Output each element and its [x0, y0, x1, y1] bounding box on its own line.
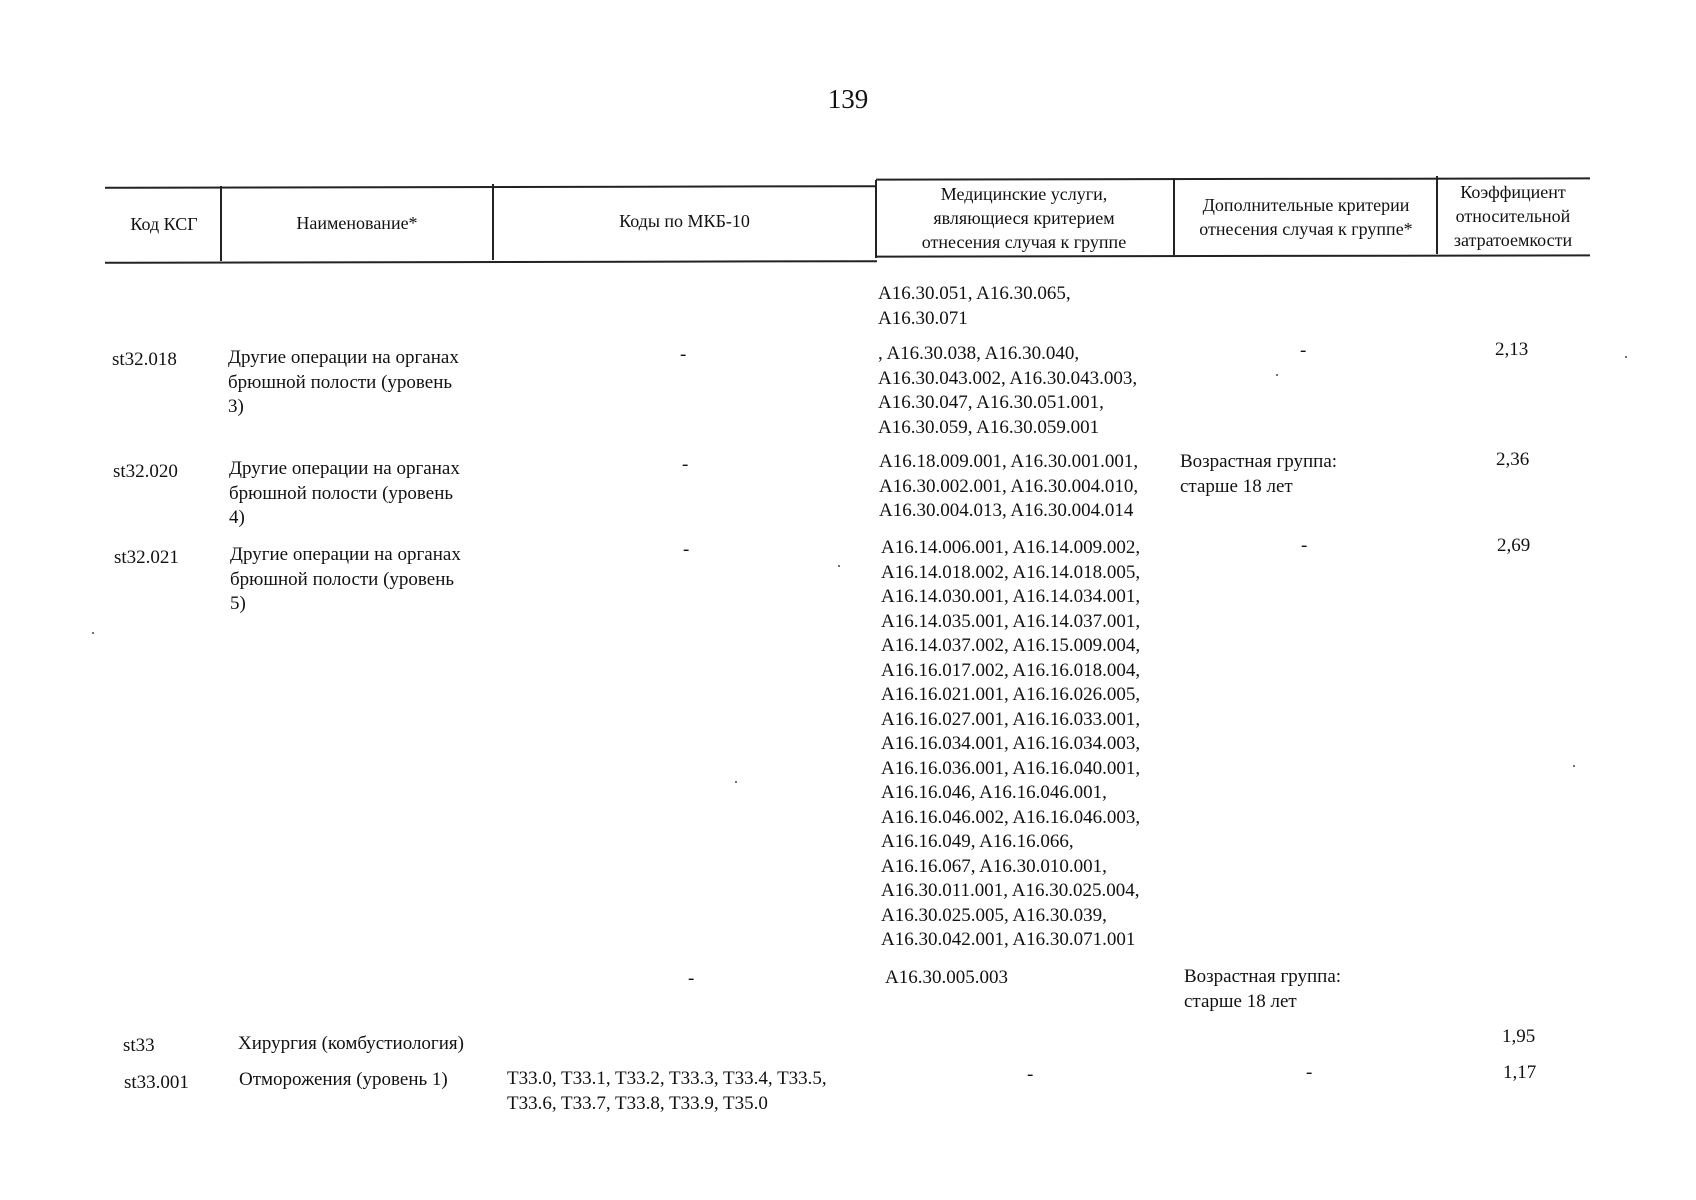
row-st32-018-coef: 2,13 — [1495, 339, 1529, 360]
row-st32-018-code: st32.018 — [112, 349, 177, 370]
row-st32-020-icd: - — [682, 454, 689, 475]
row-st32-020-services: A16.18.009.001, A16.30.001.001, A16.30.002.001, A16.30.004.010, A16.30.004.013, A16.30.004.014 — [879, 451, 1139, 521]
header-coef: Коэффициент относительной затратоемкости — [1453, 182, 1573, 250]
scan-speck — [1625, 356, 1627, 358]
row-st32-021-icd: - — [683, 539, 690, 560]
row-sub-extra: Возрастная группа: старше 18 лет — [1184, 966, 1342, 1012]
row-st32-018-services: , A16.30.038, A16.30.040, A16.30.043.002, A16.30.043.003, A16.30.047, A16.30.051.001, A16.30.059, A16.30.059.001 — [878, 343, 1138, 438]
row-st32-020-name: Другие операции на органах брюшной полости (уровень 4) — [229, 458, 460, 528]
page-number: 139 — [827, 84, 869, 114]
row-st33-001-code: st33.001 — [124, 1072, 189, 1093]
scan-speck — [838, 565, 840, 567]
scan-speck — [1276, 374, 1278, 376]
scan-speck — [735, 781, 737, 783]
row-sub-services: A16.30.005.003 — [885, 967, 1008, 988]
row-st33-name: Хирургия (комбустиология) — [238, 1033, 464, 1054]
row-st32-020-extra: Возрастная группа: старше 18 лет — [1180, 451, 1338, 497]
row-st32-021-services: A16.14.006.001, A16.14.009.002, A16.14.018.002, A16.14.018.005, A16.14.030.001, A16.14.034.001, A16.14.035.001, A16.14.037.001, A16.14.037.002, A16.15.009.004, A16.16.017.002, A16.16.018.004, A16.16.021.001, A16.16.026.005, A16.16.027.001, A16.16.033.001, A16.16.034.001, A16.16.034.003, A16.16.036.001, A16.16.040.001, A16.16.046, A16.16.046.001, A16.16.046.002, A16.16.046.003, A16.16.049, A16.16.066, A16.16.067, A16.30.010.001, A16.30.011.001, A16.30.025.004, A16.30.025.005, A16.30.039, A16.30.042.001, A16.30.071.001 — [881, 537, 1141, 950]
cont-services: A16.30.051, A16.30.065, A16.30.071 — [878, 283, 1071, 329]
row-st32-020-coef: 2,36 — [1496, 449, 1530, 470]
row-st32-020-code: st32.020 — [113, 461, 178, 482]
header-name: Наименование* — [296, 213, 418, 233]
row-st33-001-name: Отморожения (уровень 1) — [239, 1069, 448, 1090]
row-sub-icd: - — [688, 968, 695, 989]
scan-speck — [92, 632, 94, 634]
header-icd: Коды по МКБ-10 — [619, 211, 750, 231]
row-st32-018-name: Другие операции на органах брюшной полости (уровень 3) — [228, 347, 459, 417]
row-st33-001-icd: T33.0, T33.1, T33.2, T33.3, T33.4, T33.5, T33.6, T33.7, T33.8, T33.9, T35.0 — [507, 1068, 827, 1114]
row-st33-code: st33 — [123, 1035, 155, 1056]
row-st32-018-extra: - — [1300, 340, 1307, 361]
row-st33-001-services: - — [1027, 1064, 1034, 1085]
row-st32-018-icd: - — [680, 344, 687, 365]
scan-speck — [1573, 765, 1575, 767]
row-st33-coef: 1,95 — [1502, 1026, 1536, 1047]
header-code: Код КСГ — [130, 214, 198, 234]
row-st32-021-extra: - — [1301, 535, 1308, 556]
row-st32-021-coef: 2,69 — [1497, 535, 1531, 556]
header-services: Медицинские услуги, являющиеся критерием отнесения случая к группе — [921, 184, 1127, 252]
row-st33-001-coef: 1,17 — [1503, 1062, 1537, 1083]
row-st32-021-name: Другие операции на органах брюшной полости (уровень 5) — [230, 544, 461, 614]
row-st32-021-code: st32.021 — [114, 547, 179, 568]
row-st33-001-extra: - — [1306, 1062, 1313, 1083]
header-extra: Дополнительные критерии отнесения случая к группе* — [1199, 195, 1413, 239]
